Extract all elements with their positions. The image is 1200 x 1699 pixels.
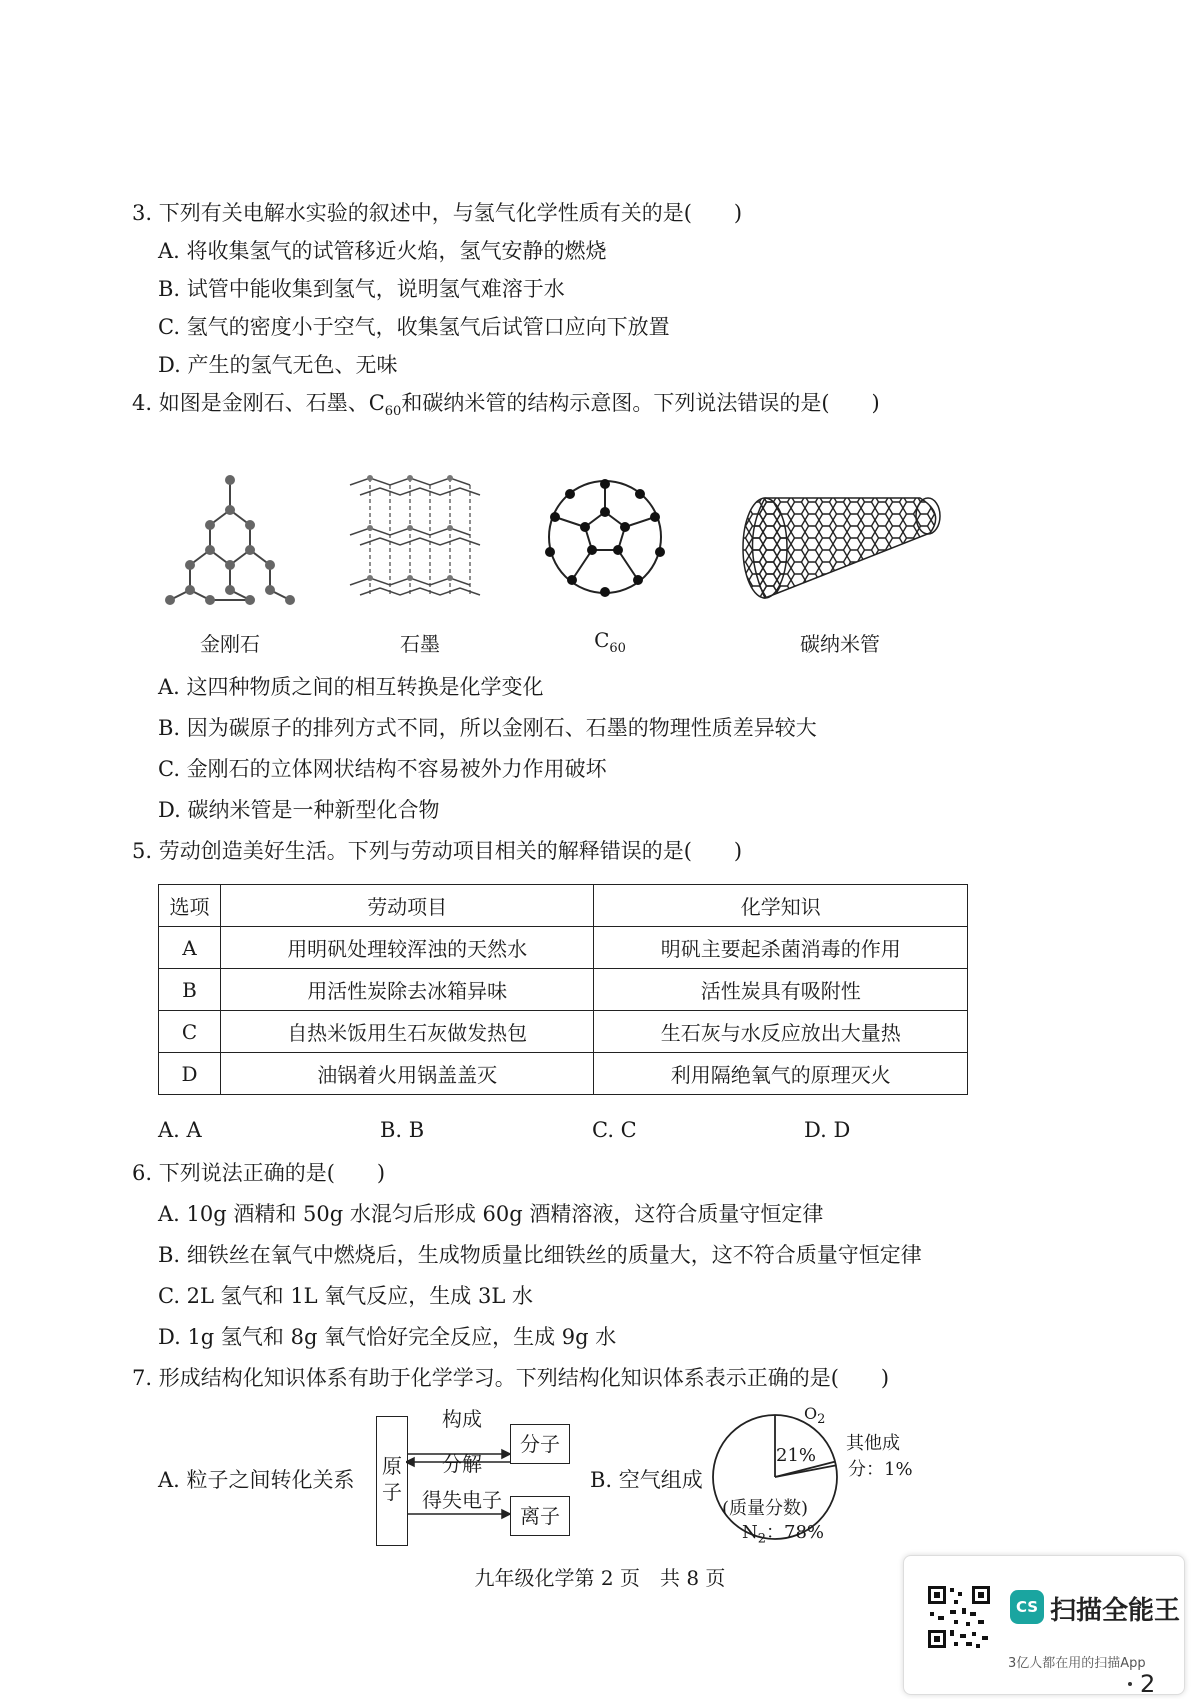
q7-option-a-label: A. 粒子之间转化关系	[158, 1468, 355, 1492]
table-cell: 生石灰与水反应放出大量热	[594, 1011, 968, 1053]
ion-box: 离子	[510, 1496, 570, 1536]
diamond-label: 金刚石	[200, 632, 260, 656]
q6-stem: 6. 下列说法正确的是( )	[132, 1161, 386, 1185]
table-cell: 自热米饭用生石灰做发热包	[220, 1011, 594, 1053]
pie-mass-fraction: (质量分数)	[722, 1498, 809, 1519]
header-option: 选项	[159, 885, 221, 927]
q5-answer-c: C. C	[592, 1118, 637, 1142]
q3-option-a: A. 将收集氢气的试管移近火焰，氢气安静的燃烧	[158, 239, 607, 263]
compose-label: 构成	[442, 1407, 482, 1431]
pie-other-label-2: 分：1%	[848, 1459, 913, 1480]
table-cell: D	[159, 1053, 221, 1095]
q3-option-b: B. 试管中能收集到氢气，说明氢气难溶于水	[158, 277, 565, 301]
nanotube-structure-icon	[735, 478, 950, 608]
header-labor-project: 劳动项目	[220, 885, 594, 927]
atom-box: 原 子	[376, 1416, 408, 1546]
diamond-structure-icon	[160, 470, 320, 620]
table-cell: 利用隔绝氧气的原理灭火	[594, 1053, 968, 1095]
table-cell: 明矾主要起杀菌消毒的作用	[594, 927, 968, 969]
q3-stem: 3. 下列有关电解水实验的叙述中，与氢气化学性质有关的是( )	[132, 201, 743, 225]
q6-option-c: C. 2L 氢气和 1L 氧气反应，生成 3L 水	[158, 1284, 533, 1308]
table-row	[159, 969, 968, 1011]
scanner-brand: 扫描全能王	[1050, 1596, 1181, 1626]
table-cell: 油锅着火用锅盖盖灭	[220, 1053, 594, 1095]
c60-structure-icon	[540, 472, 670, 602]
qr-code-icon	[926, 1584, 992, 1650]
table-cell: A	[159, 927, 221, 969]
q6-option-a: A. 10g 酒精和 50g 水混匀后形成 60g 酒精溶液，这符合质量守恒定律	[158, 1202, 824, 1226]
pie-o2-label: $O_2$	[804, 1404, 826, 1428]
scanner-tagline: 3亿人都在用的扫描App	[1008, 1656, 1146, 1671]
nanotube-label: 碳纳米管	[800, 632, 880, 656]
table-cell: 用活性炭除去冰箱异味	[220, 969, 594, 1011]
scanner-logo-icon: CS	[1010, 1590, 1044, 1624]
table-row	[159, 1011, 968, 1053]
q5-answer-b: B. B	[380, 1118, 425, 1142]
pie-other-label-1: 其他成	[846, 1433, 900, 1454]
table-cell: B	[159, 969, 221, 1011]
page-mark-dot	[1128, 1682, 1132, 1686]
q3-option-d: D. 产生的氢气无色、无味	[158, 353, 398, 377]
q7-option-b-label: B. 空气组成	[590, 1468, 703, 1492]
q4-option-a: A. 这四种物质之间的相互转换是化学变化	[158, 675, 544, 699]
table-cell: 用明矾处理较浑浊的天然水	[220, 927, 594, 969]
q4-option-c: C. 金刚石的立体网状结构不容易被外力作用破坏	[158, 757, 607, 781]
molecule-box: 分子	[510, 1424, 570, 1464]
q6-option-b: B. 细铁丝在氧气中燃烧后，生成物质量比细铁丝的质量大，这不符合质量守恒定律	[158, 1243, 922, 1267]
c60-label: $C_{60}$	[594, 628, 626, 656]
table-row	[159, 927, 968, 969]
q4-option-d: D. 碳纳米管是一种新型化合物	[158, 798, 440, 822]
pie-o2-percent: 21%	[776, 1445, 817, 1466]
page-mark: 2	[1140, 1670, 1156, 1698]
q4-stem: 4. 如图是金刚石、石墨、$C_{60}$和碳纳米管的结构示意图。下列说法错误的是( )	[132, 391, 880, 420]
header-chemistry-knowledge: 化学知识	[594, 885, 968, 927]
table-row	[159, 1053, 968, 1095]
table-cell: 活性炭具有吸附性	[594, 969, 968, 1011]
q7-stem: 7. 形成结构化知识体系有助于化学学习。下列结构化知识体系表示正确的是( )	[132, 1366, 890, 1390]
table-cell: C	[159, 1011, 221, 1053]
pie-n2-label: $N_2$：78%	[742, 1522, 825, 1547]
q6-option-d: D. 1g 氢气和 8g 氧气恰好完全反应，生成 9g 水	[158, 1325, 617, 1349]
graphite-structure-icon	[345, 470, 485, 620]
particle-arrows	[406, 1420, 510, 1540]
decompose-label: 分解	[442, 1452, 482, 1476]
q5-table	[158, 884, 968, 1095]
page-footer: 九年级化学第 2 页 共 8 页	[474, 1566, 726, 1590]
graphite-label: 石墨	[400, 632, 440, 656]
table-header-row	[159, 885, 968, 927]
q5-answer-a: A. A	[158, 1118, 202, 1142]
q5-answer-d: D. D	[804, 1118, 851, 1142]
q3-option-c: C. 氢气的密度小于空气，收集氢气后试管口应向下放置	[158, 315, 670, 339]
q4-option-b: B. 因为碳原子的排列方式不同，所以金刚石、石墨的物理性质差异较大	[158, 716, 817, 740]
q5-stem: 5. 劳动创造美好生活。下列与劳动项目相关的解释错误的是( )	[132, 839, 743, 863]
electron-label: 得失电子	[422, 1488, 502, 1512]
